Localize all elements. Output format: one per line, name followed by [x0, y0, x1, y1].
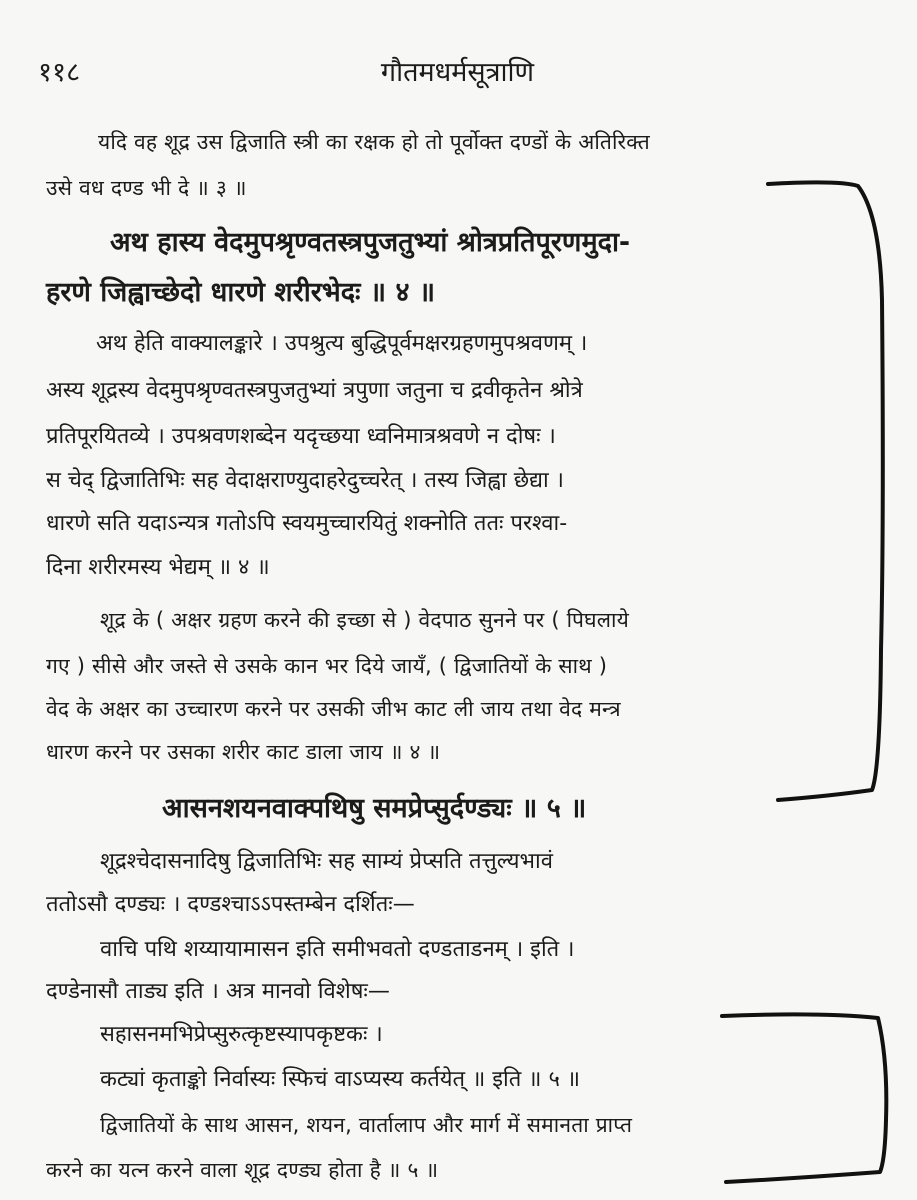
translation-line: द्विजातियों के साथ आसन, शयन, वार्तालाप और मार्ग में समानता प्राप्त: [100, 1113, 633, 1137]
commentary-line: वाचि पथि शय्यायामासन इति समीभवतो दण्डताडनम् । इति ।: [100, 937, 575, 962]
sutra-line: आसनशयनवाक्पथिषु समप्रेप्सुर्दण्ड्यः ॥ ५ ॥: [162, 793, 587, 824]
commentary-line: अथ हेति वाक्यालङ्कारे । उपश्रुत्य बुद्धिपूर्वमक्षरग्रहणमुपश्रवणम् ।: [96, 331, 588, 356]
bracket-mark-upper: [768, 182, 883, 800]
translation-line: धारण करने पर उसका शरीर काट डाला जाय ॥ ४ ॥: [46, 740, 441, 764]
sutra-line: अथ हास्य वेदमुपश्रृण्वतस्त्रपुजतुभ्यां श्रोत्रप्रतिपूरणमुदा-: [110, 227, 631, 258]
page-number: ११८: [38, 57, 81, 88]
bracket-mark-lower: [722, 1014, 886, 1182]
translation-line: करने का यत्न करने वाला शूद्र दण्ड्य होता है ॥ ५ ॥: [46, 1158, 439, 1182]
commentary-line: ततोऽसौ दण्ड्यः । दण्डश्चाऽऽपस्तम्बेन दर्शितः—: [46, 892, 415, 917]
commentary-line: कट्यां कृताङ्को निर्वास्यः स्फिचं वाऽप्यस्य कर्तयेत् ॥ इति ॥ ५ ॥: [100, 1067, 581, 1092]
translation-line: वेद के अक्षर का उच्चारण करने पर उसकी जीभ काट ली जाय तथा वेद मन्त्र: [46, 697, 621, 721]
sutra-line: हरणे जिह्वाच्छेदो धारणे शरीरभेदः ॥ ४ ॥: [46, 277, 436, 308]
page-header: [38, 52, 877, 96]
commentary-line: धारणे सति यदाऽन्यत्र गतोऽपि स्वयमुच्चारयितुं शक्नोति ततः परश्वा-: [46, 511, 568, 536]
commentary-line: प्रतिपूरयितव्ये । उपश्रवणशब्देन यदृच्छया ध्वनिमात्रश्रवणे न दोषः ।: [46, 424, 556, 449]
translation-line: गए ) सीसे और जस्ते से उसके कान भर दिये जायँ, ( द्विजातियों के साथ ): [46, 654, 608, 678]
commentary-line: दिना शरीरमस्य भेद्यम् ॥ ४ ॥: [46, 555, 270, 580]
running-title: गौतमधर्मसूत्राणि: [380, 57, 535, 88]
commentary-line: सहासनमभिप्रेप्सुरुत्कृष्टस्यापकृष्टकः ।: [100, 1022, 383, 1047]
commentary-line: शूद्रश्चेदासनादिषु द्विजातिभिः सह साम्यं प्रेप्सति तत्तुल्यभावं: [100, 849, 553, 874]
text-line: उसे वध दण्ड भी दे ॥ ३ ॥: [46, 176, 247, 200]
commentary-line: दण्डेनासौ ताड्य इति । अत्र मानवो विशेषः—: [46, 979, 390, 1004]
commentary-line: स चेद् द्विजातिभिः सह वेदाक्षराण्युदाहरेदुच्चरेत् । तस्य जिह्वा छेद्या ।: [46, 468, 565, 493]
translation-line: शूद्र के ( अक्षर ग्रहण करने की इच्छा से ) वेदपाठ सुनने पर ( पिघलाये: [100, 608, 630, 632]
text-line: यदि वह शूद्र उस द्विजाति स्त्री का रक्षक हो तो पूर्वोक्त दण्डों के अतिरिक्त: [98, 130, 650, 154]
commentary-line: अस्य शूद्रस्य वेदमुपश्रृण्वतस्त्रपुजतुभ्यां त्रपुणा जतुना च द्रवीकृतेन श्रोत्रे: [46, 378, 583, 403]
